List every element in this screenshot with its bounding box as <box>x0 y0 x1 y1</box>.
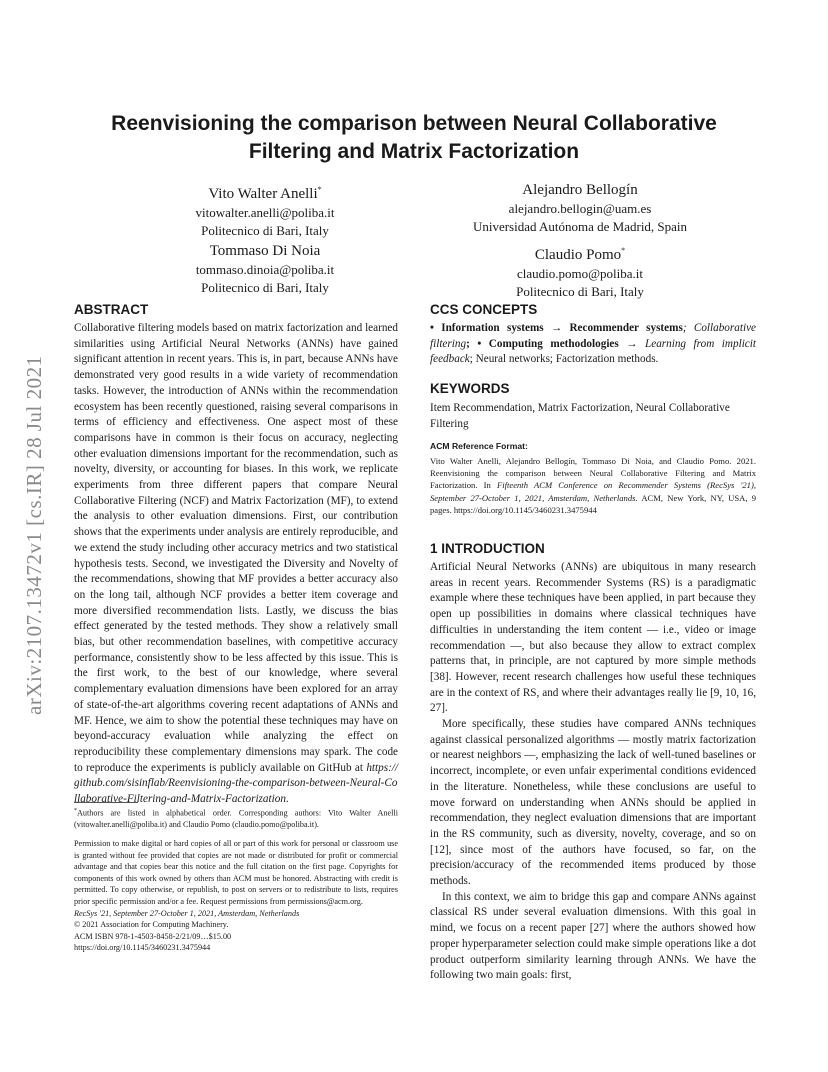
footnote-rule <box>74 802 138 803</box>
ccs-concept-1: • Information systems → Recommender systems <box>430 322 683 334</box>
author-footnote-mark: * <box>317 185 322 194</box>
ccs-concept-2-rest: ; Neural networks; Factorization methods. <box>469 353 659 366</box>
author-email[interactable]: claudio.pomo@poliba.it <box>516 266 644 281</box>
footnote-mark: * <box>74 808 77 814</box>
author-block-3 <box>140 241 390 296</box>
author-name: Claudio Pomo <box>534 247 622 263</box>
introduction-heading: 1 INTRODUCTION <box>430 541 545 556</box>
ccs-body <box>430 321 756 368</box>
paper-title: Reenvisioning the comparison between Neural Collaborative Filtering and Matrix Factorization <box>111 112 717 163</box>
arxiv-identifier: arXiv:2107.13472v1 [cs.IR] 28 Jul 2021 <box>22 355 46 715</box>
intro-paragraph-2: More specifically, these studies have compared ANNs techniques against classical personalized algorithms — mostly matrix factorization or nearest neighbors —, emphasizing the lack of well-tuned baselines or incorrect, incomplete, or even unfair experimental conditions evidenced in the literature. Nonetheless, while these conclusions are useful to move forward on understanding when ANNs should be applied in recommendation, they neglect evaluation dimensions that are important in the RS community, such as diversity, novelty, coverage, and so on [12], since most of the authors have focused, so far, on the precision/accuracy of the recommended items produced by those methods. <box>430 718 756 888</box>
keywords-heading: KEYWORDS <box>430 381 510 396</box>
reference-doi: ACM, New York, NY, USA, 9 pages. https://doi.org/10.1145/3460231.3475944 <box>430 492 756 515</box>
abstract-text: Collaborative filtering models based on matrix factorization and learned similarities using Artificial Neural Networks (ANNs) have gained significant attention in recent years. This is, in part, because ANNs have demonstrated very good results in a wide variety of recommendation tasks. However, the introduction of ANNs within the recommendation ecosystem has been recently questioned, raising several comparisons in terms of efficiency and effectiveness. One aspect most of these comparisons have in common is their focus on accuracy, neglecting other evaluation dimensions important for the recommendation, such as novelty, diversity, or accounting for biases. In this work, we replicate experiments from three different papers that compare Neural Collaborative Filtering (NCF) and Matrix Factorization (MF), to extend the analysis to other evaluation dimensions. First, our contribution shows that the experiments under analysis are entirely reproducible, and we extend the study including other accuracy metrics and two statistical hypothesis tests. Second, we investigated the Diversity and Novelty of the recommendations, showing that MF provides a better accuracy also on the long tail, although NCF provides a better item coverage and more diversified recommendation lists. Lastly, we discuss the bias effect generated by the tested methods. They show a relatively small bias, but other recommendation baselines, with competitive accuracy performance, consistently show to be less affected by this issue. This is the first work, to the best of our knowledge, where several complementary evaluation dimensions have been explored for an array of state-of-the-art algorithms covering recent adaptations of ANNs and MF. Hence, we aim to show the potential these techniques may have on beyond-accuracy evaluation while analyzing the effect on reproducibility these complementary dimensions may spark. The code to reproduce the experiments is publicly available on GitHub at <box>74 322 398 774</box>
author-affiliation: Universidad Autónoma de Madrid, Spain <box>472 218 688 234</box>
permission-block <box>74 838 398 954</box>
author-name: Tommaso Di Noia <box>209 243 321 259</box>
ccs-heading: CCS CONCEPTS <box>430 302 538 317</box>
doi-link[interactable]: https://doi.org/10.1145/3460231.3475944 <box>74 943 211 953</box>
author-footnote <box>74 806 398 831</box>
author-block-4 <box>440 241 720 300</box>
ccs-arrow: → <box>618 337 645 350</box>
author-email[interactable]: vitowalter.anelli@poliba.it <box>195 205 335 220</box>
author-email[interactable]: alejandro.bellogin@uam.es <box>508 201 652 216</box>
ccs-concept-2-detail: Learning from implicit feedback <box>430 337 756 366</box>
abstract-end: . <box>285 793 289 806</box>
introduction-body <box>430 560 756 984</box>
intro-paragraph-1: Artificial Neural Networks (ANNs) are ubiquitous in many research areas in recent years. Recommender Systems (RS) is a paradigmatic example where these techniques have been applied, in part because they open up possibilities in domains where classical techniques have difficulties in understanding the item content — i.e., video or image recommendation —, but also because they allow to extract complex patterns that, in principle, are not captured by more simple methods [38]. However, recent research challenges how useful these techniques are in the context of RS, and where their advantages really lie [9, 10, 16, 27]. <box>430 561 756 715</box>
footnote-text: Authors are listed in alphabetical order. Corresponding authors: Vito Walter Anelli (vitowalter.anelli@poliba.it) and Claudio Pomo (claudio.pomo@poliba.it). <box>74 808 398 830</box>
reference-body <box>430 455 756 516</box>
abstract-body <box>74 321 398 808</box>
author-name: Vito Walter Anelli <box>208 186 318 202</box>
venue-line: RecSys '21, September 27-October 1, 2021, Amsterdam, Netherlands <box>74 908 300 918</box>
author-block-2 <box>440 180 720 235</box>
isbn-line: ACM ISBN 978-1-4503-8458-2/21/09…$15.00 <box>74 931 232 941</box>
reference-heading: ACM Reference Format: <box>430 441 528 451</box>
abstract-heading: ABSTRACT <box>74 302 149 317</box>
author-block-1 <box>140 180 390 239</box>
intro-paragraph-3: In this context, we aim to bridge this gap and compare ANNs against classical RS under several evaluation dimensions. With this goal in mind, we focus on a recent paper [27] where the authors showed how proper hyperparameter selection could make simple operations like a dot product outperform similarity learning through ANNs. We have the following two main goals: first, <box>430 890 756 982</box>
author-affiliation: Politecnico di Bari, Italy <box>201 279 329 295</box>
reference-text: Vito Walter Anelli, Alejandro Bellogín, Tommaso Di Noia, and Claudio Pomo. 2021. Reenvisioning the comparison between Neural Collaborative Filtering and Matrix Factorization. In <box>430 456 756 491</box>
author-footnote-mark: * <box>621 246 626 255</box>
author-name: Alejandro Bellogín <box>522 182 638 198</box>
reference-venue: Fifteenth ACM Conference on Recommender Systems (RecSys '21), September 27-October 1, 2021, Amsterdam, Netherlands. <box>430 480 756 503</box>
ccs-concept-1-detail: ; Collaborative filtering <box>430 322 756 350</box>
author-email[interactable]: tommaso.dinoia@poliba.it <box>195 262 335 277</box>
keywords-text: Item Recommendation, Matrix Factorization, Neural Collaborative Filtering <box>430 402 730 430</box>
permission-text: Permission to make digital or hard copies of all or part of this work for personal or classroom use is granted without fee provided that copies are not made or distributed for profit or commercial advantage and that copies bear this notice and the full citation on the first page. Copyrights for components of this work owned by others than ACM must be honored. Abstracting with credit is permitted. To copy otherwise, or republish, to post on servers or to redistribute to lists, requires prior specific permission and/or a fee. Request permissions from permissions@acm.org. <box>74 839 398 906</box>
author-affiliation: Politecnico di Bari, Italy <box>516 283 644 299</box>
code-url-link[interactable]: https://github.com/sisinflab/Reenvisioning-the-comparison-between-Neural-Collaborative-Filtering-and-Matrix-Factorization <box>74 761 399 806</box>
copyright-line: © 2021 Association for Computing Machinery. <box>74 920 229 930</box>
author-affiliation: Politecnico di Bari, Italy <box>201 222 329 238</box>
ccs-concept-2: ; • Computing methodologies <box>466 337 619 350</box>
